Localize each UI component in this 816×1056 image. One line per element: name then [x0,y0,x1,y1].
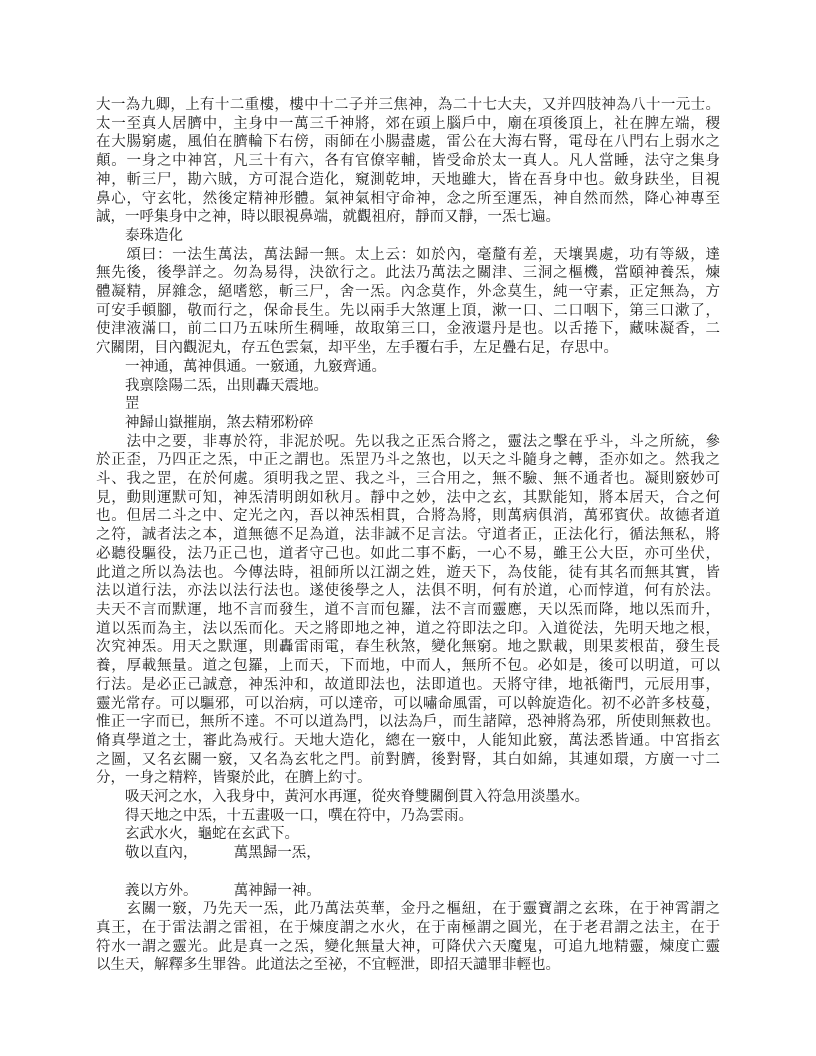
blank-line [96,863,720,882]
text-line: 顛。一身之中神宮，凡三十有六，各有官僚宰輔，皆受命於太一真人。凡人當睡，法守之集身 [96,153,720,170]
text-line: 之符，誠者法之本，道無德不足為道，法非誠不足言法。守道者正，正法化行，循法無私，將 [96,527,720,544]
text-line: 於正歪，乃四正之炁，中正之謂也。炁罡乃斗之煞也，以天之斗隨身之轉，歪亦如之。然我之 [96,452,720,469]
text-line: 脩真學道之士，審此為戒行。天地大造化，總在一竅中，人能知此竅，萬法悉皆通。中宮指玄 [96,732,720,749]
text-line: 玄武水火，龜蛇在玄武下。 [96,826,299,843]
text-line: 太一至真人居臍中，主身中一萬三千神將，郊在頭上腦戶中，廟在項後頂上，社在脾左端，稷 [96,115,720,132]
text-line: 一神通，萬神俱通。一竅通，九竅齊通。 [96,358,386,375]
section-title-line: 泰珠造化 [96,227,183,244]
text-line: 使津液滿口，前二口乃五味所生稠唾，故取第三口，金液還丹是也。以舌捲下，藏味凝香，二 [96,321,720,338]
text-line: 符水一謂之靈光。此是真一之炁，變化無量大神，可降伏六天魔鬼，可追九地精靈，煉度亡靈 [96,938,720,955]
text-line: 吸天河之水，入我身中，黃河水再運，從夾脊雙關倒貫入符急用淡墨水。 [96,789,589,806]
text-line: 必聽役驅役，法乃正己也，道者守己也。如此二事不虧，一心不易，雖王公大臣，亦可坐伏， [96,545,720,562]
text-line: 敬以直內， 萬黑歸一炁， [96,845,321,862]
text-line: 養，厚載無量。道之包羅，上而天，下而地，中而人，無所不包。必如是，後可以明道，可以 [96,658,720,675]
text-line: 之圖，又名玄關一竅，又名為玄牝之門。前對臍，後對腎，其白如綿，其連如環，方廣一寸二 [96,751,720,768]
text-line: 真王，在于雷法謂之雷祖，在于煉度謂之水火，在于南極謂之圓光，在于老君謂之法主，在于 [96,919,720,936]
text-line: 無先後，後學詳之。勿為易得，決欲行之。此法乃萬法之關津、三洞之樞機，當頤神養炁，煉 [96,265,720,282]
text-line: 神，斬三尸，勘六賊，方可混合造化，窺測乾坤，天地雖大，皆在吾身中也。斂身趺坐，目視 [96,171,720,188]
text-line: 靈光常存。可以驅邪，可以治病，可以達帝，可以嘯命風雷，可以斡旋造化。初不必許多枝蔓， [96,695,720,712]
text-line: 見，動則運默可知，神炁清明朗如秋月。靜中之妙，法中之玄，其默能知，將本居天，合之何 [96,489,720,506]
text-line: 分，一身之精粹，皆聚於此，在臍上約寸。 [96,770,372,787]
text-line: 道以炁而為主，法以炁而化。天之將即地之神，道之符即法之印。入道從法，先明天地之根， [96,620,720,637]
text-block [96,96,720,975]
text-line: 罡 [96,396,140,413]
text-line: 斗、我之罡，在於何處。須明我之罡、我之斗，三合用之，無不驗、無不通者也。凝則竅妙可 [96,471,720,488]
text-line: 惟正一字而已，無所不達。不可以道為門，以法為戶，而生諸障，恐神將為邪，所使則無救也。 [96,714,720,731]
text-line: 夫天不言而默運，地不言而發生，道不言而包羅，法不言而靈應，天以炁而降，地以炁而升， [96,601,720,618]
text-line: 可安手頓腳，敬而行之，保命長生。先以兩手大煞運上頂，漱一口、二口咽下，第三口漱了， [96,302,720,319]
text-line: 體凝精，屏雜念，絕嗜慾，斬三尸，舍一炁。內念莫作，外念莫生，純一守素，正定無為，方 [96,284,720,301]
text-line: 得天地之中炁，十五畫吸一口，噀在符中，乃為雲雨。 [96,807,473,824]
text-line: 穴關閉，目內觀泥丸，存五色雲氣，却平坐，左手覆右手，左足疊右足，存思中。 [96,340,618,357]
text-line: 在大腸窮處，風伯在臍輪下右傍，雨師在小腸盡處，雷公在大海右腎，電母在八門右上弱水之 [96,134,720,151]
text-line: 法中之要，非專於符，非泥於呪。先以我之正炁合將之，靈法之擊在乎斗，斗之所統，參 [96,433,720,450]
text-line: 次究神炁。用天之默運，則轟雷雨電，春生秋煞，變化無窮。地之默載，則果荄根苗，發生長 [96,639,720,656]
text-line: 鼻心，守玄牝，然後定精神形體。氣神氣相守命神，念之所至運炁，神自然而然，降心神專至 [96,190,720,207]
text-line: 行法。是必正己誠意，神炁沖和，故道即法也，法即道也。天將守律，地祇衛門，元辰用事， [96,676,720,693]
text-line: 以生天，解釋多生罪咎。此道法之至祕，不宜輕泄，即招天譴罪非輕也。 [96,957,560,974]
text-line: 此道之所以為法也。今傳法時，祖師所以江湖之姓，遊天下，為伎能，徒有其名而無其實，皆 [96,564,720,581]
text-line: 我禀陰陽二炁，出則轟天震地。 [96,377,328,394]
text-line: 神歸山嶽摧崩，煞去精邪粉碎 [96,414,314,431]
text-line: 義以方外。 萬神歸一神。 [96,882,321,899]
text-line: 玄關一竅，乃先天一炁，此乃萬法英華，金丹之樞紐，在于靈寶謂之玄珠，在于神霄謂之 [96,901,720,918]
text-line: 法以道行法，亦法以法行法也。遂使後學之人，法俱不明，何有於道，心而悖道，何有於法。 [96,583,720,600]
text-line: 頌曰：一法生萬法，萬法歸一無。太上云：如於內，毫釐有差，天壤異處，功有等級，達 [96,246,720,263]
text-line: 大一為九卿，上有十二重樓，樓中十二子并三焦神，為二十七大夫，又并四肢神為八十一元士。 [96,97,720,113]
text-line: 誠，一呼集身中之神，時以眼視鼻端，就觀祖府，靜而又靜，一炁七遍。 [96,209,560,226]
text-line: 也。但居二斗之中、定光之內，吾以神炁相貫，合將為將，則萬病俱消，萬邪賓伏。故德者道 [96,508,720,525]
